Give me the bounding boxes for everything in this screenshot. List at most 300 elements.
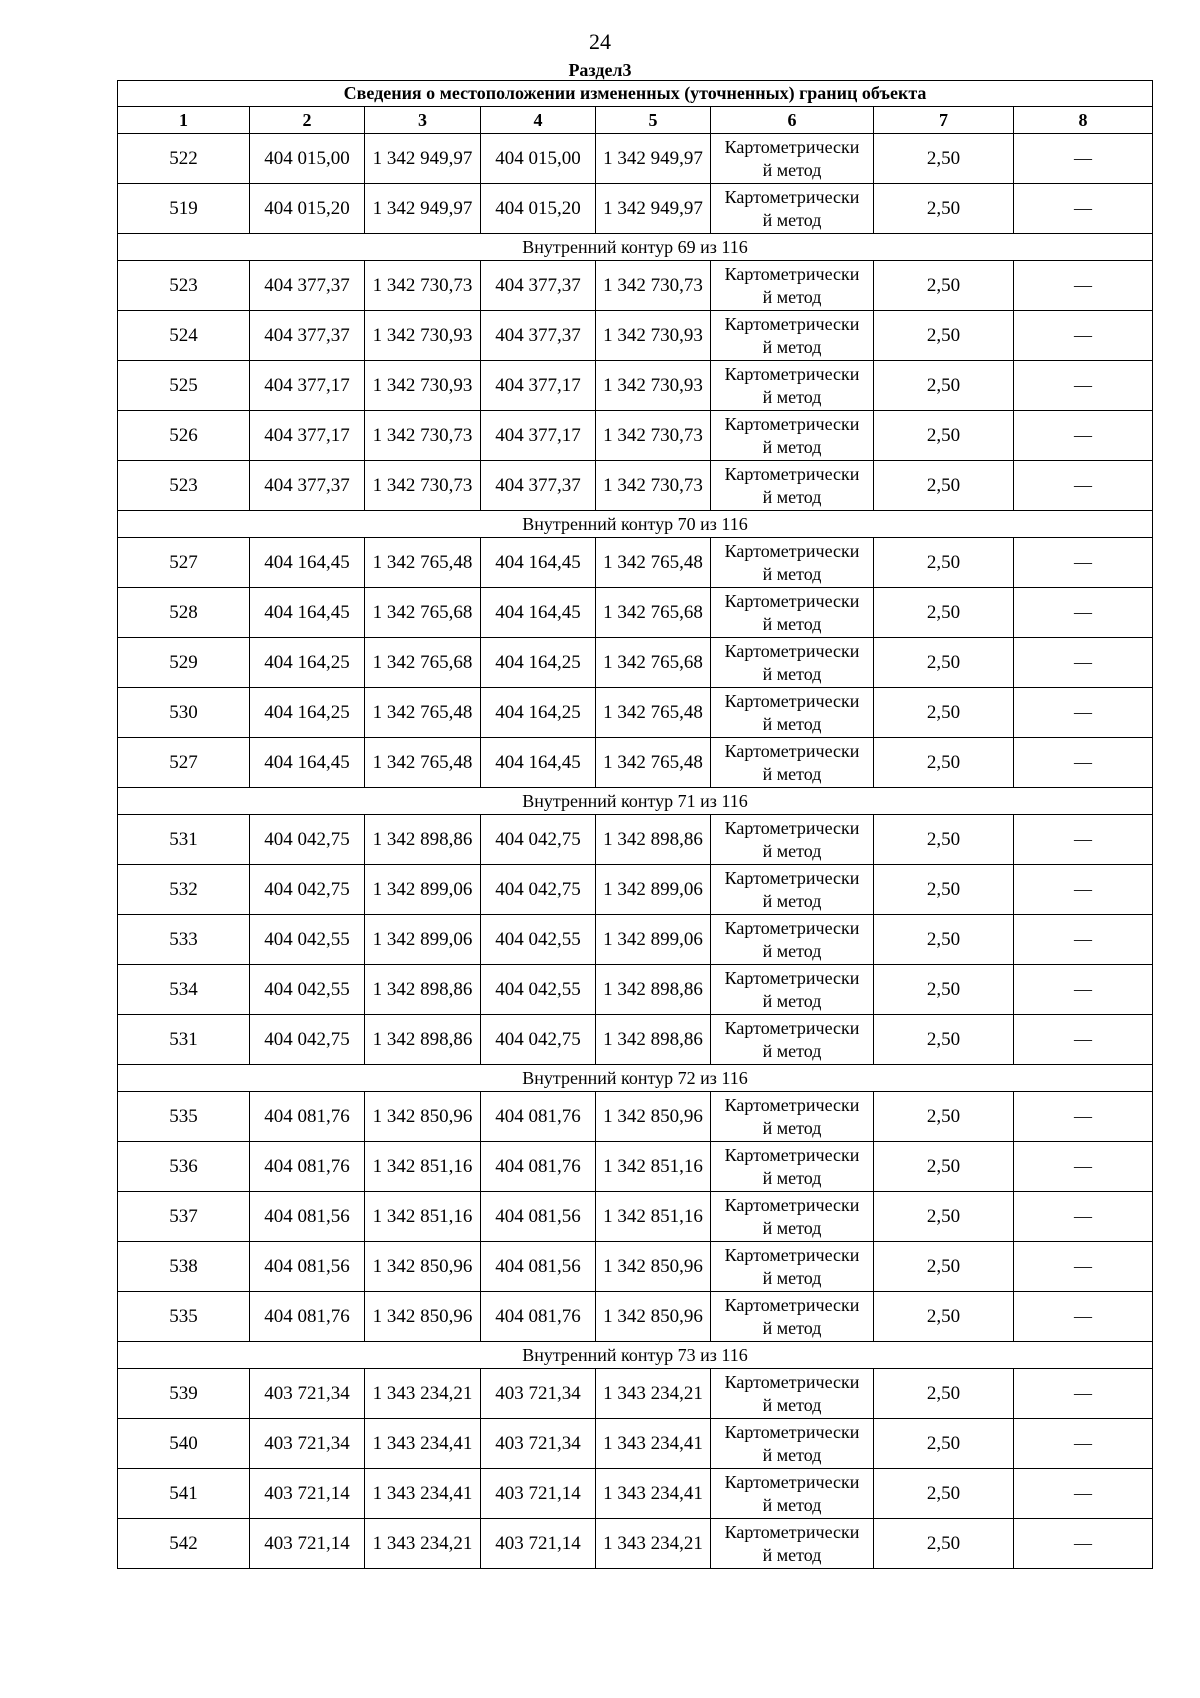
method-cell	[711, 261, 874, 311]
point-number-cell: 535	[118, 1292, 250, 1342]
method-cell	[711, 184, 874, 234]
description-cell: —	[1014, 538, 1153, 588]
contour-title: Внутренний контур 69 из 116	[118, 234, 1153, 261]
point-number-cell: 542	[118, 1519, 250, 1569]
table-row	[118, 134, 1153, 184]
method-text-line: Картометрически	[724, 917, 860, 938]
y-old-cell: 1 342 765,48	[365, 688, 481, 738]
y-new-cell: 1 342 898,86	[596, 815, 711, 865]
method-cell	[711, 1092, 874, 1142]
x-new-cell: 404 015,00	[481, 134, 596, 184]
x-new-cell: 404 164,25	[481, 688, 596, 738]
point-number-cell: 541	[118, 1469, 250, 1519]
method-text-line: й метод	[762, 563, 822, 584]
description-cell: —	[1014, 1519, 1153, 1569]
x-new-cell: 404 042,75	[481, 865, 596, 915]
column-number: 6	[711, 107, 874, 134]
description-cell: —	[1014, 738, 1153, 788]
method-text-line: Картометрически	[724, 1294, 860, 1315]
y-new-cell: 1 342 949,97	[596, 184, 711, 234]
method-cell	[711, 1369, 874, 1419]
method-text-line: й метод	[762, 1544, 822, 1565]
method-text-line: й метод	[762, 1167, 822, 1188]
method-text-line: й метод	[762, 336, 822, 357]
section-title: Раздел3	[568, 60, 632, 80]
point-number-cell: 526	[118, 411, 250, 461]
method-text-line: й метод	[762, 286, 822, 307]
contour-title: Внутренний контур 71 из 116	[118, 788, 1153, 815]
x-new-cell: 403 721,14	[481, 1519, 596, 1569]
table-row	[118, 1419, 1153, 1469]
method-text-line: й метод	[762, 386, 822, 407]
column-number: 7	[874, 107, 1014, 134]
y-new-cell: 1 342 899,06	[596, 915, 711, 965]
table-row	[118, 1242, 1153, 1292]
contour-header-row	[118, 511, 1153, 538]
method-text-line: й метод	[762, 436, 822, 457]
method-text-line: Картометрически	[724, 463, 860, 484]
y-old-cell: 1 343 234,41	[365, 1419, 481, 1469]
y-new-cell: 1 342 850,96	[596, 1242, 711, 1292]
y-new-cell: 1 342 765,68	[596, 638, 711, 688]
method-text-line: й метод	[762, 1040, 822, 1061]
description-cell: —	[1014, 261, 1153, 311]
point-number-cell: 527	[118, 738, 250, 788]
table-row	[118, 461, 1153, 511]
y-new-cell: 1 342 730,93	[596, 361, 711, 411]
accuracy-cell: 2,50	[874, 688, 1014, 738]
table-row	[118, 361, 1153, 411]
table-row	[118, 638, 1153, 688]
y-new-cell: 1 343 234,41	[596, 1419, 711, 1469]
method-text-line: Картометрически	[724, 540, 860, 561]
x-old-cell: 403 721,14	[250, 1519, 365, 1569]
method-text-line: Картометрически	[724, 690, 860, 711]
y-old-cell: 1 342 765,48	[365, 738, 481, 788]
method-text-line: Картометрически	[724, 1144, 860, 1165]
accuracy-cell: 2,50	[874, 815, 1014, 865]
method-text-line: Картометрически	[724, 263, 860, 284]
page-number: 24	[589, 29, 611, 54]
y-new-cell: 1 343 234,41	[596, 1469, 711, 1519]
accuracy-cell: 2,50	[874, 1242, 1014, 1292]
method-text-line: Картометрически	[724, 1471, 860, 1492]
y-old-cell: 1 342 899,06	[365, 915, 481, 965]
y-new-cell: 1 342 765,68	[596, 588, 711, 638]
accuracy-cell: 2,50	[874, 461, 1014, 511]
method-cell	[711, 588, 874, 638]
point-number-cell: 525	[118, 361, 250, 411]
method-text-line: й метод	[762, 159, 822, 180]
table-row	[118, 1292, 1153, 1342]
method-cell	[711, 461, 874, 511]
x-old-cell: 404 377,17	[250, 361, 365, 411]
y-old-cell: 1 342 765,68	[365, 588, 481, 638]
method-text-line: й метод	[762, 713, 822, 734]
table-row	[118, 1092, 1153, 1142]
x-old-cell: 404 042,75	[250, 1015, 365, 1065]
table-row	[118, 815, 1153, 865]
y-old-cell: 1 342 898,86	[365, 965, 481, 1015]
point-number-cell: 535	[118, 1092, 250, 1142]
x-new-cell: 404 377,37	[481, 311, 596, 361]
y-old-cell: 1 342 898,86	[365, 1015, 481, 1065]
method-text-line: й метод	[762, 990, 822, 1011]
table-body	[118, 134, 1153, 1569]
y-old-cell: 1 342 730,73	[365, 461, 481, 511]
x-old-cell: 404 081,56	[250, 1192, 365, 1242]
table-row	[118, 311, 1153, 361]
accuracy-cell: 2,50	[874, 865, 1014, 915]
y-new-cell: 1 343 234,21	[596, 1369, 711, 1419]
method-text-line: Картометрически	[724, 590, 860, 611]
table-row	[118, 1015, 1153, 1065]
method-text-line: й метод	[762, 1494, 822, 1515]
y-new-cell: 1 342 851,16	[596, 1142, 711, 1192]
contour-header-row	[118, 788, 1153, 815]
column-number: 1	[118, 107, 250, 134]
y-old-cell: 1 342 851,16	[365, 1192, 481, 1242]
y-new-cell: 1 342 850,96	[596, 1092, 711, 1142]
accuracy-cell: 2,50	[874, 311, 1014, 361]
y-old-cell: 1 342 765,68	[365, 638, 481, 688]
accuracy-cell: 2,50	[874, 538, 1014, 588]
x-old-cell: 404 164,25	[250, 638, 365, 688]
table-caption-row	[118, 81, 1153, 107]
x-new-cell: 404 164,45	[481, 738, 596, 788]
x-old-cell: 404 042,55	[250, 915, 365, 965]
y-old-cell: 1 342 730,93	[365, 311, 481, 361]
x-old-cell: 403 721,34	[250, 1419, 365, 1469]
accuracy-cell: 2,50	[874, 1092, 1014, 1142]
method-text-line: й метод	[762, 940, 822, 961]
description-cell: —	[1014, 411, 1153, 461]
description-cell: —	[1014, 1015, 1153, 1065]
method-text-line: Картометрически	[724, 1371, 860, 1392]
description-cell: —	[1014, 461, 1153, 511]
description-cell: —	[1014, 134, 1153, 184]
contour-title: Внутренний контур 73 из 116	[118, 1342, 1153, 1369]
y-old-cell: 1 342 850,96	[365, 1292, 481, 1342]
y-new-cell: 1 343 234,21	[596, 1519, 711, 1569]
method-cell	[711, 1192, 874, 1242]
x-old-cell: 404 377,37	[250, 261, 365, 311]
x-new-cell: 403 721,34	[481, 1369, 596, 1419]
method-text-line: й метод	[762, 209, 822, 230]
accuracy-cell: 2,50	[874, 361, 1014, 411]
method-cell	[711, 815, 874, 865]
accuracy-cell: 2,50	[874, 184, 1014, 234]
y-old-cell: 1 342 730,93	[365, 361, 481, 411]
method-text-line: Картометрически	[724, 1017, 860, 1038]
x-new-cell: 404 081,76	[481, 1142, 596, 1192]
method-cell	[711, 311, 874, 361]
x-new-cell: 404 042,55	[481, 965, 596, 1015]
point-number-cell: 519	[118, 184, 250, 234]
y-old-cell: 1 342 850,96	[365, 1242, 481, 1292]
accuracy-cell: 2,50	[874, 1519, 1014, 1569]
table-row	[118, 688, 1153, 738]
description-cell: —	[1014, 1469, 1153, 1519]
table-caption: Сведения о местоположении измененных (уточненных) границ объекта	[118, 81, 1153, 107]
description-cell: —	[1014, 1369, 1153, 1419]
accuracy-cell: 2,50	[874, 1192, 1014, 1242]
x-new-cell: 404 081,56	[481, 1192, 596, 1242]
point-number-cell: 536	[118, 1142, 250, 1192]
y-new-cell: 1 342 765,48	[596, 738, 711, 788]
description-cell: —	[1014, 184, 1153, 234]
accuracy-cell: 2,50	[874, 261, 1014, 311]
y-new-cell: 1 342 730,73	[596, 411, 711, 461]
method-text-line: й метод	[762, 763, 822, 784]
point-number-cell: 537	[118, 1192, 250, 1242]
accuracy-cell: 2,50	[874, 638, 1014, 688]
y-new-cell: 1 342 730,73	[596, 261, 711, 311]
y-old-cell: 1 342 949,97	[365, 134, 481, 184]
x-old-cell: 403 721,34	[250, 1369, 365, 1419]
method-text-line: й метод	[762, 613, 822, 634]
method-text-line: й метод	[762, 1117, 822, 1138]
method-text-line: Картометрически	[724, 1094, 860, 1115]
column-number: 8	[1014, 107, 1153, 134]
x-new-cell: 404 042,55	[481, 915, 596, 965]
x-new-cell: 404 377,17	[481, 361, 596, 411]
y-new-cell: 1 342 899,06	[596, 865, 711, 915]
method-text-line: Картометрически	[724, 640, 860, 661]
description-cell: —	[1014, 1142, 1153, 1192]
point-number-cell: 540	[118, 1419, 250, 1469]
accuracy-cell: 2,50	[874, 1469, 1014, 1519]
table-row	[118, 1369, 1153, 1419]
x-old-cell: 404 081,76	[250, 1292, 365, 1342]
x-new-cell: 404 015,20	[481, 184, 596, 234]
description-cell: —	[1014, 311, 1153, 361]
accuracy-cell: 2,50	[874, 1015, 1014, 1065]
contour-header-row	[118, 1342, 1153, 1369]
method-text-line: Картометрически	[724, 740, 860, 761]
accuracy-cell: 2,50	[874, 1369, 1014, 1419]
accuracy-cell: 2,50	[874, 1419, 1014, 1469]
method-text-line: Картометрически	[724, 136, 860, 157]
y-old-cell: 1 342 850,96	[365, 1092, 481, 1142]
method-text-line: й метод	[762, 486, 822, 507]
method-cell	[711, 1292, 874, 1342]
y-new-cell: 1 342 949,97	[596, 134, 711, 184]
method-cell	[711, 1419, 874, 1469]
table-row	[118, 588, 1153, 638]
description-cell: —	[1014, 588, 1153, 638]
method-text-line: й метод	[762, 1394, 822, 1415]
column-number-row	[118, 107, 1153, 134]
method-cell	[711, 688, 874, 738]
x-new-cell: 403 721,14	[481, 1469, 596, 1519]
accuracy-cell: 2,50	[874, 915, 1014, 965]
table-row	[118, 1519, 1153, 1569]
description-cell: —	[1014, 638, 1153, 688]
description-cell: —	[1014, 688, 1153, 738]
method-text-line: Картометрически	[724, 867, 860, 888]
y-old-cell: 1 342 851,16	[365, 1142, 481, 1192]
accuracy-cell: 2,50	[874, 965, 1014, 1015]
point-number-cell: 531	[118, 815, 250, 865]
point-number-cell: 539	[118, 1369, 250, 1419]
method-text-line: й метод	[762, 1267, 822, 1288]
method-text-line: Картометрически	[724, 313, 860, 334]
contour-header-row	[118, 1065, 1153, 1092]
x-old-cell: 404 042,75	[250, 815, 365, 865]
x-old-cell: 404 042,75	[250, 865, 365, 915]
contour-title: Внутренний контур 72 из 116	[118, 1065, 1153, 1092]
x-new-cell: 404 081,76	[481, 1292, 596, 1342]
table-row	[118, 1469, 1153, 1519]
method-cell	[711, 411, 874, 461]
y-new-cell: 1 342 850,96	[596, 1292, 711, 1342]
method-cell	[711, 965, 874, 1015]
method-text-line: Картометрически	[724, 967, 860, 988]
x-old-cell: 404 042,55	[250, 965, 365, 1015]
column-number: 3	[365, 107, 481, 134]
x-old-cell: 403 721,14	[250, 1469, 365, 1519]
accuracy-cell: 2,50	[874, 411, 1014, 461]
method-cell	[711, 1142, 874, 1192]
y-new-cell: 1 342 730,73	[596, 461, 711, 511]
column-number: 2	[250, 107, 365, 134]
point-number-cell: 534	[118, 965, 250, 1015]
accuracy-cell: 2,50	[874, 738, 1014, 788]
column-number: 4	[481, 107, 596, 134]
x-new-cell: 404 081,56	[481, 1242, 596, 1292]
table-row	[118, 738, 1153, 788]
x-old-cell: 404 081,56	[250, 1242, 365, 1292]
method-cell	[711, 915, 874, 965]
y-new-cell: 1 342 851,16	[596, 1192, 711, 1242]
table-row	[118, 411, 1153, 461]
point-number-cell: 530	[118, 688, 250, 738]
contour-title: Внутренний контур 70 из 116	[118, 511, 1153, 538]
coordinates-table	[117, 80, 1153, 1569]
y-old-cell: 1 342 949,97	[365, 184, 481, 234]
method-text-line: й метод	[762, 840, 822, 861]
x-new-cell: 404 042,75	[481, 1015, 596, 1065]
x-new-cell: 404 164,25	[481, 638, 596, 688]
x-new-cell: 404 377,37	[481, 461, 596, 511]
method-cell	[711, 738, 874, 788]
description-cell: —	[1014, 1192, 1153, 1242]
y-old-cell: 1 342 730,73	[365, 261, 481, 311]
x-old-cell: 404 164,45	[250, 588, 365, 638]
y-new-cell: 1 342 898,86	[596, 1015, 711, 1065]
table-row	[118, 261, 1153, 311]
description-cell: —	[1014, 865, 1153, 915]
method-cell	[711, 1519, 874, 1569]
x-old-cell: 404 377,17	[250, 411, 365, 461]
point-number-cell: 529	[118, 638, 250, 688]
x-old-cell: 404 377,37	[250, 311, 365, 361]
method-cell	[711, 1015, 874, 1065]
point-number-cell: 531	[118, 1015, 250, 1065]
x-old-cell: 404 164,45	[250, 738, 365, 788]
x-old-cell: 404 015,20	[250, 184, 365, 234]
method-text-line: Картометрически	[724, 1521, 860, 1542]
y-new-cell: 1 342 898,86	[596, 965, 711, 1015]
method-text-line: Картометрически	[724, 363, 860, 384]
point-number-cell: 527	[118, 538, 250, 588]
accuracy-cell: 2,50	[874, 1142, 1014, 1192]
description-cell: —	[1014, 361, 1153, 411]
table-row	[118, 1192, 1153, 1242]
y-new-cell: 1 342 730,93	[596, 311, 711, 361]
y-new-cell: 1 342 765,48	[596, 688, 711, 738]
table-row	[118, 915, 1153, 965]
method-text-line: Картометрически	[724, 1244, 860, 1265]
method-text-line: й метод	[762, 663, 822, 684]
method-cell	[711, 865, 874, 915]
point-number-cell: 524	[118, 311, 250, 361]
method-text-line: й метод	[762, 890, 822, 911]
method-text-line: Картометрически	[724, 413, 860, 434]
x-new-cell: 404 377,37	[481, 261, 596, 311]
table-row	[118, 965, 1153, 1015]
method-cell	[711, 134, 874, 184]
point-number-cell: 523	[118, 261, 250, 311]
contour-header-row	[118, 234, 1153, 261]
y-old-cell: 1 342 730,73	[365, 411, 481, 461]
x-new-cell: 404 164,45	[481, 538, 596, 588]
y-old-cell: 1 342 899,06	[365, 865, 481, 915]
method-cell	[711, 538, 874, 588]
method-text-line: Картометрически	[724, 186, 860, 207]
point-number-cell: 538	[118, 1242, 250, 1292]
description-cell: —	[1014, 1092, 1153, 1142]
accuracy-cell: 2,50	[874, 1292, 1014, 1342]
method-text-line: й метод	[762, 1317, 822, 1338]
x-new-cell: 404 377,17	[481, 411, 596, 461]
x-old-cell: 404 081,76	[250, 1092, 365, 1142]
table-row	[118, 538, 1153, 588]
method-cell	[711, 638, 874, 688]
point-number-cell: 523	[118, 461, 250, 511]
point-number-cell: 528	[118, 588, 250, 638]
method-cell	[711, 1469, 874, 1519]
x-new-cell: 404 164,45	[481, 588, 596, 638]
point-number-cell: 522	[118, 134, 250, 184]
column-number: 5	[596, 107, 711, 134]
y-old-cell: 1 342 765,48	[365, 538, 481, 588]
y-old-cell: 1 343 234,21	[365, 1369, 481, 1419]
y-old-cell: 1 342 898,86	[365, 815, 481, 865]
method-text-line: й метод	[762, 1444, 822, 1465]
y-new-cell: 1 342 765,48	[596, 538, 711, 588]
description-cell: —	[1014, 1242, 1153, 1292]
description-cell: —	[1014, 915, 1153, 965]
method-text-line: Картометрически	[724, 1194, 860, 1215]
description-cell: —	[1014, 965, 1153, 1015]
table-row	[118, 1142, 1153, 1192]
accuracy-cell: 2,50	[874, 134, 1014, 184]
method-text-line: й метод	[762, 1217, 822, 1238]
table-row	[118, 865, 1153, 915]
description-cell: —	[1014, 815, 1153, 865]
method-cell	[711, 361, 874, 411]
x-new-cell: 403 721,34	[481, 1419, 596, 1469]
x-old-cell: 404 081,76	[250, 1142, 365, 1192]
x-old-cell: 404 015,00	[250, 134, 365, 184]
x-new-cell: 404 081,76	[481, 1092, 596, 1142]
y-old-cell: 1 343 234,21	[365, 1519, 481, 1569]
method-text-line: Картометрически	[724, 1421, 860, 1442]
point-number-cell: 532	[118, 865, 250, 915]
table-row	[118, 184, 1153, 234]
